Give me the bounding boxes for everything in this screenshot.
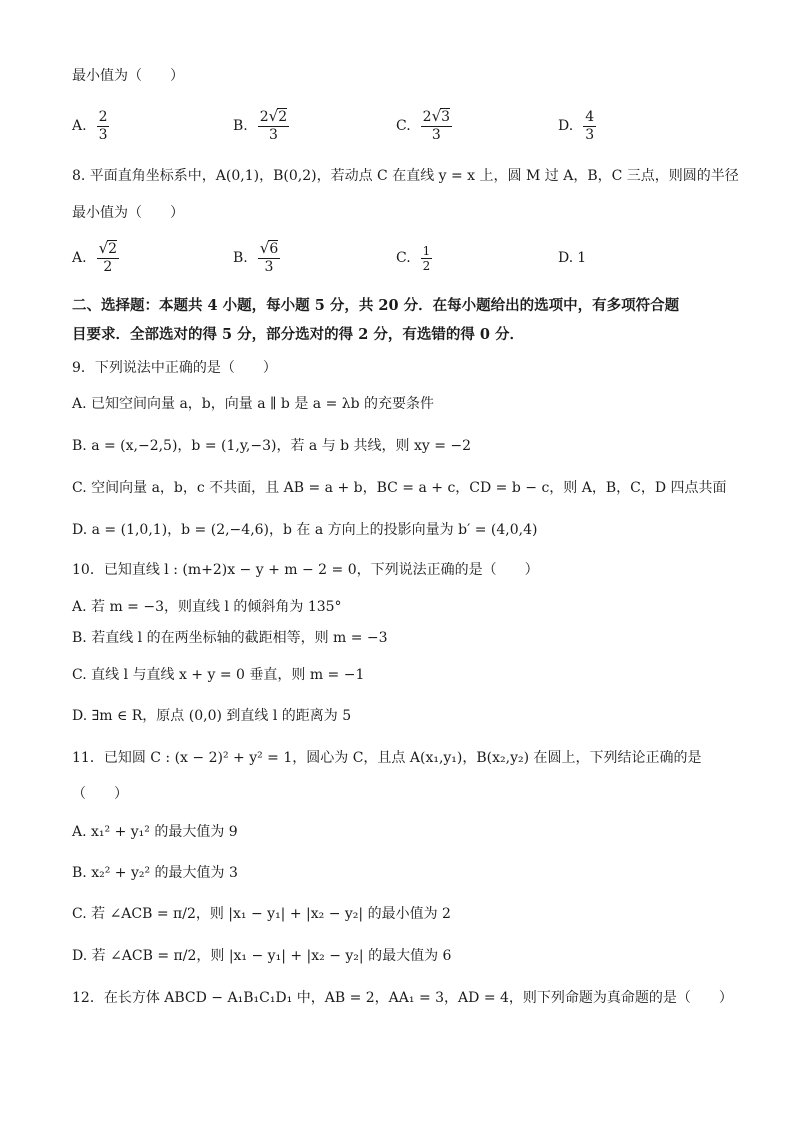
q10-option-d: D. ∃m ∈ R，原点 (0,0) 到直线 l 的距离为 5 [72,708,352,724]
q11-option-c: C. 若 ∠ACB = π/2，则 |x₁ − y₁| + |x₂ − y₂| 的最小值为 2 [72,906,451,922]
radicand: 2 [278,109,288,125]
q8-option-c [396,236,432,280]
option-label: A. [72,118,87,134]
q11-option-a: A. x₁² + y₁² 的最大值为 9 [72,824,238,840]
q7-stem-continuation: 最小值为（ ） [72,68,184,84]
radicand: 2 [108,241,118,257]
denominator: 3 [431,127,441,143]
radicand: 3 [441,109,451,125]
numerator: 4 [585,108,595,125]
numerator: √2 [98,239,118,257]
option-label: A. [72,250,87,266]
fraction [583,109,596,144]
q7-option-a [72,104,109,148]
fraction [97,109,110,144]
q9-option-c: C. 空间向量 a，b，c 不共面，且 AB = a + b，BC = a + c，CD = b − c，则 A，B，C，D 四点共面 [72,480,727,496]
q9-option-d: D. a = (1,0,1)，b = (2,−4,6)，b 在 a 方向上的投影向量为 b′ = (4,0,4) [72,522,538,538]
fraction [421,244,433,273]
numerator: 2√3 [422,107,451,125]
denominator: 3 [585,126,595,143]
option-label: D. [558,118,574,134]
option-label: C. [396,250,411,266]
numerator: 1 [422,243,431,258]
option-label: B. [233,250,248,266]
radicand: 6 [269,241,279,257]
q9-option-a: A. 已知空间向量 a，b，向量 a ∥ b 是 a = λb 的充要条件 [72,396,435,412]
denominator: 2 [103,259,113,275]
numerator: 2 [98,108,108,125]
q12-stem: 12．在长方体 ABCD − A₁B₁C₁D₁ 中，AB = 2，AA₁ = 3，AD = 4，则下列命题为真命题的是（ ） [72,990,733,1006]
fraction [258,108,289,144]
q8-option-d [558,236,586,280]
q7-option-b [233,104,289,148]
fraction [421,108,452,144]
q7-option-c [396,104,452,148]
denominator: 3 [264,259,274,275]
q11-option-d: D. 若 ∠ACB = π/2，则 |x₁ − y₁| + |x₂ − y₂| 的最大值为 6 [72,948,452,964]
section-2-heading: 二、选择题：本题共 4 小题，每小题 5 分，共 20 分．在每小题给出的选项中，有多项符合题 [72,297,680,314]
q9-stem: 9．下列说法中正确的是（ ） [72,360,277,376]
numerator: √6 [259,239,279,257]
denominator: 2 [422,258,431,273]
option-label: C. [396,118,411,134]
q8-options [72,236,722,280]
coefficient: 2 [259,109,269,125]
q11-stem: 11．已知圆 C : (x − 2)² + y² = 1，圆心为 C，且点 A(x₁,y₁)，B(x₂,y₂) 在圆上，下列结论正确的是 [72,750,702,766]
q10-option-c: C. 直线 l 与直线 x + y = 0 垂直，则 m = −1 [72,667,365,683]
fraction [97,240,119,276]
q8-option-b [233,236,280,280]
numerator: 2√2 [259,107,288,125]
denominator: 3 [268,127,278,143]
option-value: 1 [577,250,587,266]
q9-option-b: B. a = (x,−2,5)，b = (1,y,−3)，若 a 与 b 共线，则 xy = −2 [72,438,472,454]
q8-stem-continuation: 最小值为（ ） [72,205,184,221]
fraction [258,240,280,276]
q7-option-d [558,104,596,148]
coefficient: 2 [422,109,432,125]
section-2-heading-continuation: 目要求．全部选对的得 5 分，部分选对的得 2 分，有选错的得 0 分． [72,326,525,343]
q7-options [72,104,722,148]
q10-stem: 10．已知直线 l : (m+2)x − y + m − 2 = 0，下列说法正确的是（ ） [72,562,539,578]
q11-option-b: B. x₂² + y₂² 的最大值为 3 [72,865,238,881]
q10-option-b: B. 若直线 l 的在两坐标轴的截距相等，则 m = −3 [72,630,388,646]
option-label: D. [558,250,574,266]
denominator: 3 [98,126,108,143]
q8-stem: 8. 平面直角坐标系中，A(0,1)，B(0,2)，若动点 C 在直线 y = x 上，圆 M 过 A，B，C 三点，则圆的半径 [72,168,739,184]
option-label: B. [233,118,248,134]
q8-option-a [72,236,119,280]
q10-option-a: A. 若 m = −3，则直线 l 的倾斜角为 135° [72,599,342,615]
q11-stem-continuation: （ ） [72,786,128,802]
